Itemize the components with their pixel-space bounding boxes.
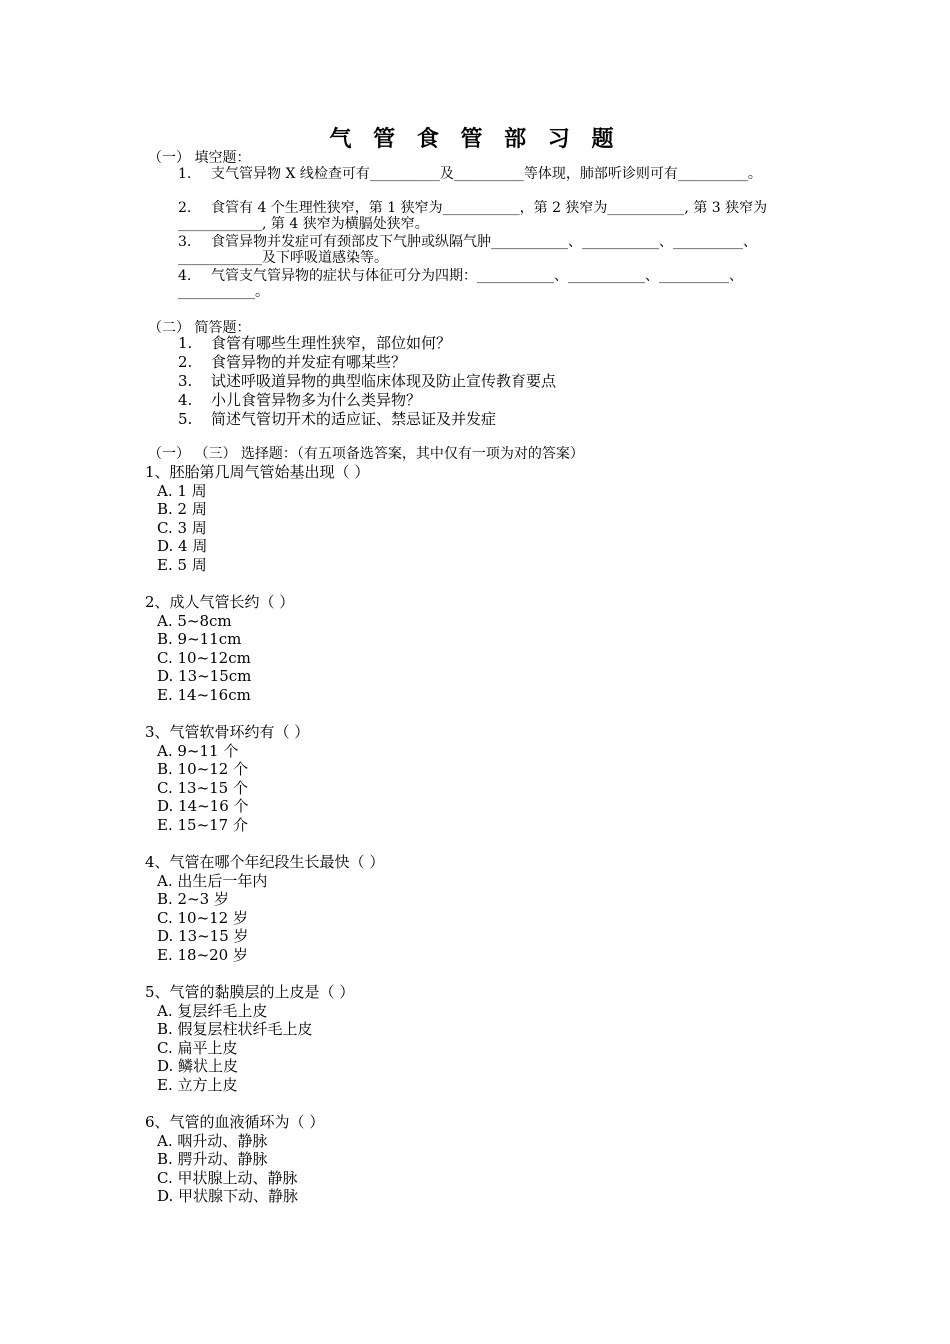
fill-blank-item xyxy=(178,268,806,300)
item-text: 食管有哪些生理性狭窄，部位如何？ xyxy=(211,334,452,352)
answer-option: B. 10~12 个 xyxy=(157,760,249,779)
choice-question xyxy=(145,983,354,1095)
item-number: 2. xyxy=(178,200,192,216)
question-text: 1、胚胎第几周气管始基出现（ ） xyxy=(145,463,370,481)
item-number: 1. xyxy=(178,334,193,352)
item-number: 3. xyxy=(178,372,193,390)
answer-option: E. 18~20 岁 xyxy=(157,945,248,964)
answer-option: B. 2~3 岁 xyxy=(157,890,229,909)
answer-option: D. 4 周 xyxy=(157,537,208,556)
answer-option: C. 扁平上皮 xyxy=(157,1038,238,1057)
item-text: 食管异物的并发症有哪某些？ xyxy=(211,353,407,371)
choice-question xyxy=(145,1113,324,1206)
answer-option: B. 9~11cm xyxy=(157,630,242,649)
choice-question xyxy=(145,723,309,835)
answer-option: A. 9~11 个 xyxy=(157,741,239,760)
question-text: 6、气管的血液循环为（ ） xyxy=(145,1113,325,1131)
item-text: 食管有 4 个生理性狭窄，第 1 狭窄为___________，第 2 狭窄为___________, 第 3 狭窄为____________, 第 4 狭窄为横膈处狭窄。 xyxy=(178,200,768,232)
answer-option: C. 10~12 岁 xyxy=(157,908,248,927)
short-answer-item xyxy=(178,391,556,410)
answer-option: D. 14~16 个 xyxy=(157,797,249,816)
choice-question xyxy=(145,463,369,575)
answer-option: D. 13~15 岁 xyxy=(157,927,249,946)
answer-option: A. 复层纤毛上皮 xyxy=(157,1001,268,1020)
item-number: 5. xyxy=(178,410,193,428)
answer-option: A. 咽升动、静脉 xyxy=(157,1131,268,1150)
item-text: 支气管异物 X 线检查可有__________及__________等体现，肺部听诊则可有__________。 xyxy=(211,166,762,182)
fill-blank-item xyxy=(178,166,806,182)
item-text: 食管异物并发症可有颈部皮下气肿或纵隔气肿___________、___________、__________、____________及下呼吸道感染等。 xyxy=(178,234,757,266)
short-answer-item xyxy=(178,410,556,429)
short-answer-item xyxy=(178,372,556,391)
question-text: 3、气管软骨环约有（ ） xyxy=(145,723,310,741)
item-text: 试述呼吸道异物的典型临床体现及防止宣传教育要点 xyxy=(211,372,557,390)
choice-question xyxy=(145,853,384,965)
item-number: 4. xyxy=(178,268,192,284)
answer-option: E. 5 周 xyxy=(157,555,207,574)
short-answer-list xyxy=(178,334,556,429)
answer-option: B. 腭升动、静脉 xyxy=(157,1150,268,1169)
item-text: 简述气管切开术的适应证、禁忌证及并发症 xyxy=(211,410,497,428)
choice-question xyxy=(145,593,294,705)
fill-blank-item xyxy=(178,200,806,232)
item-number: 3. xyxy=(178,234,192,250)
page-title: 气 管 食 管 部 习 题 xyxy=(329,126,621,152)
answer-option: D. 13~15cm xyxy=(157,667,252,686)
answer-option: B. 2 周 xyxy=(157,500,207,519)
answer-option: C. 甲状腺上动、静脉 xyxy=(157,1168,298,1187)
section-fill-blank-heading: （一） 填空题： xyxy=(148,150,251,166)
item-number: 1. xyxy=(178,166,192,182)
answer-option: A. 5~8cm xyxy=(157,611,232,630)
answer-option: C. 10~12cm xyxy=(157,648,251,667)
answer-option: D. 鳞状上皮 xyxy=(157,1057,239,1076)
answer-option: C. 3 周 xyxy=(157,518,207,537)
section-multiple-choice-heading: （一） （三） 选择题：（有五项备选答案，其中仅有一项为对的答案） xyxy=(148,446,584,462)
answer-option: A. 出生后一年内 xyxy=(157,871,268,890)
answer-option: E. 14~16cm xyxy=(157,685,251,704)
fill-blank-item xyxy=(178,234,806,266)
answer-option: E. 15~17 介 xyxy=(157,815,248,834)
answer-option: C. 13~15 个 xyxy=(157,778,248,797)
question-text: 4、气管在哪个年纪段生长最快（ ） xyxy=(145,853,385,871)
question-text: 5、气管的黏膜层的上皮是（ ） xyxy=(145,983,355,1001)
item-number: 4. xyxy=(178,391,193,409)
item-text: 小儿食管异物多为什么类异物？ xyxy=(211,391,422,409)
answer-option: D. 甲状腺下动、静脉 xyxy=(157,1187,299,1206)
answer-option: E. 立方上皮 xyxy=(157,1075,238,1094)
answer-option: A. 1 周 xyxy=(157,481,207,500)
item-number: 2. xyxy=(178,353,193,371)
short-answer-item xyxy=(178,334,556,353)
section-short-answer-heading: （二） 简答题： xyxy=(148,320,251,336)
question-text: 2、成人气管长约（ ） xyxy=(145,593,295,611)
answer-option: B. 假复层柱状纤毛上皮 xyxy=(157,1020,313,1039)
short-answer-item xyxy=(178,353,556,372)
item-text: 气管支气管异物的症状与体征可分为四期：___________、___________、__________、___________。 xyxy=(178,268,743,300)
